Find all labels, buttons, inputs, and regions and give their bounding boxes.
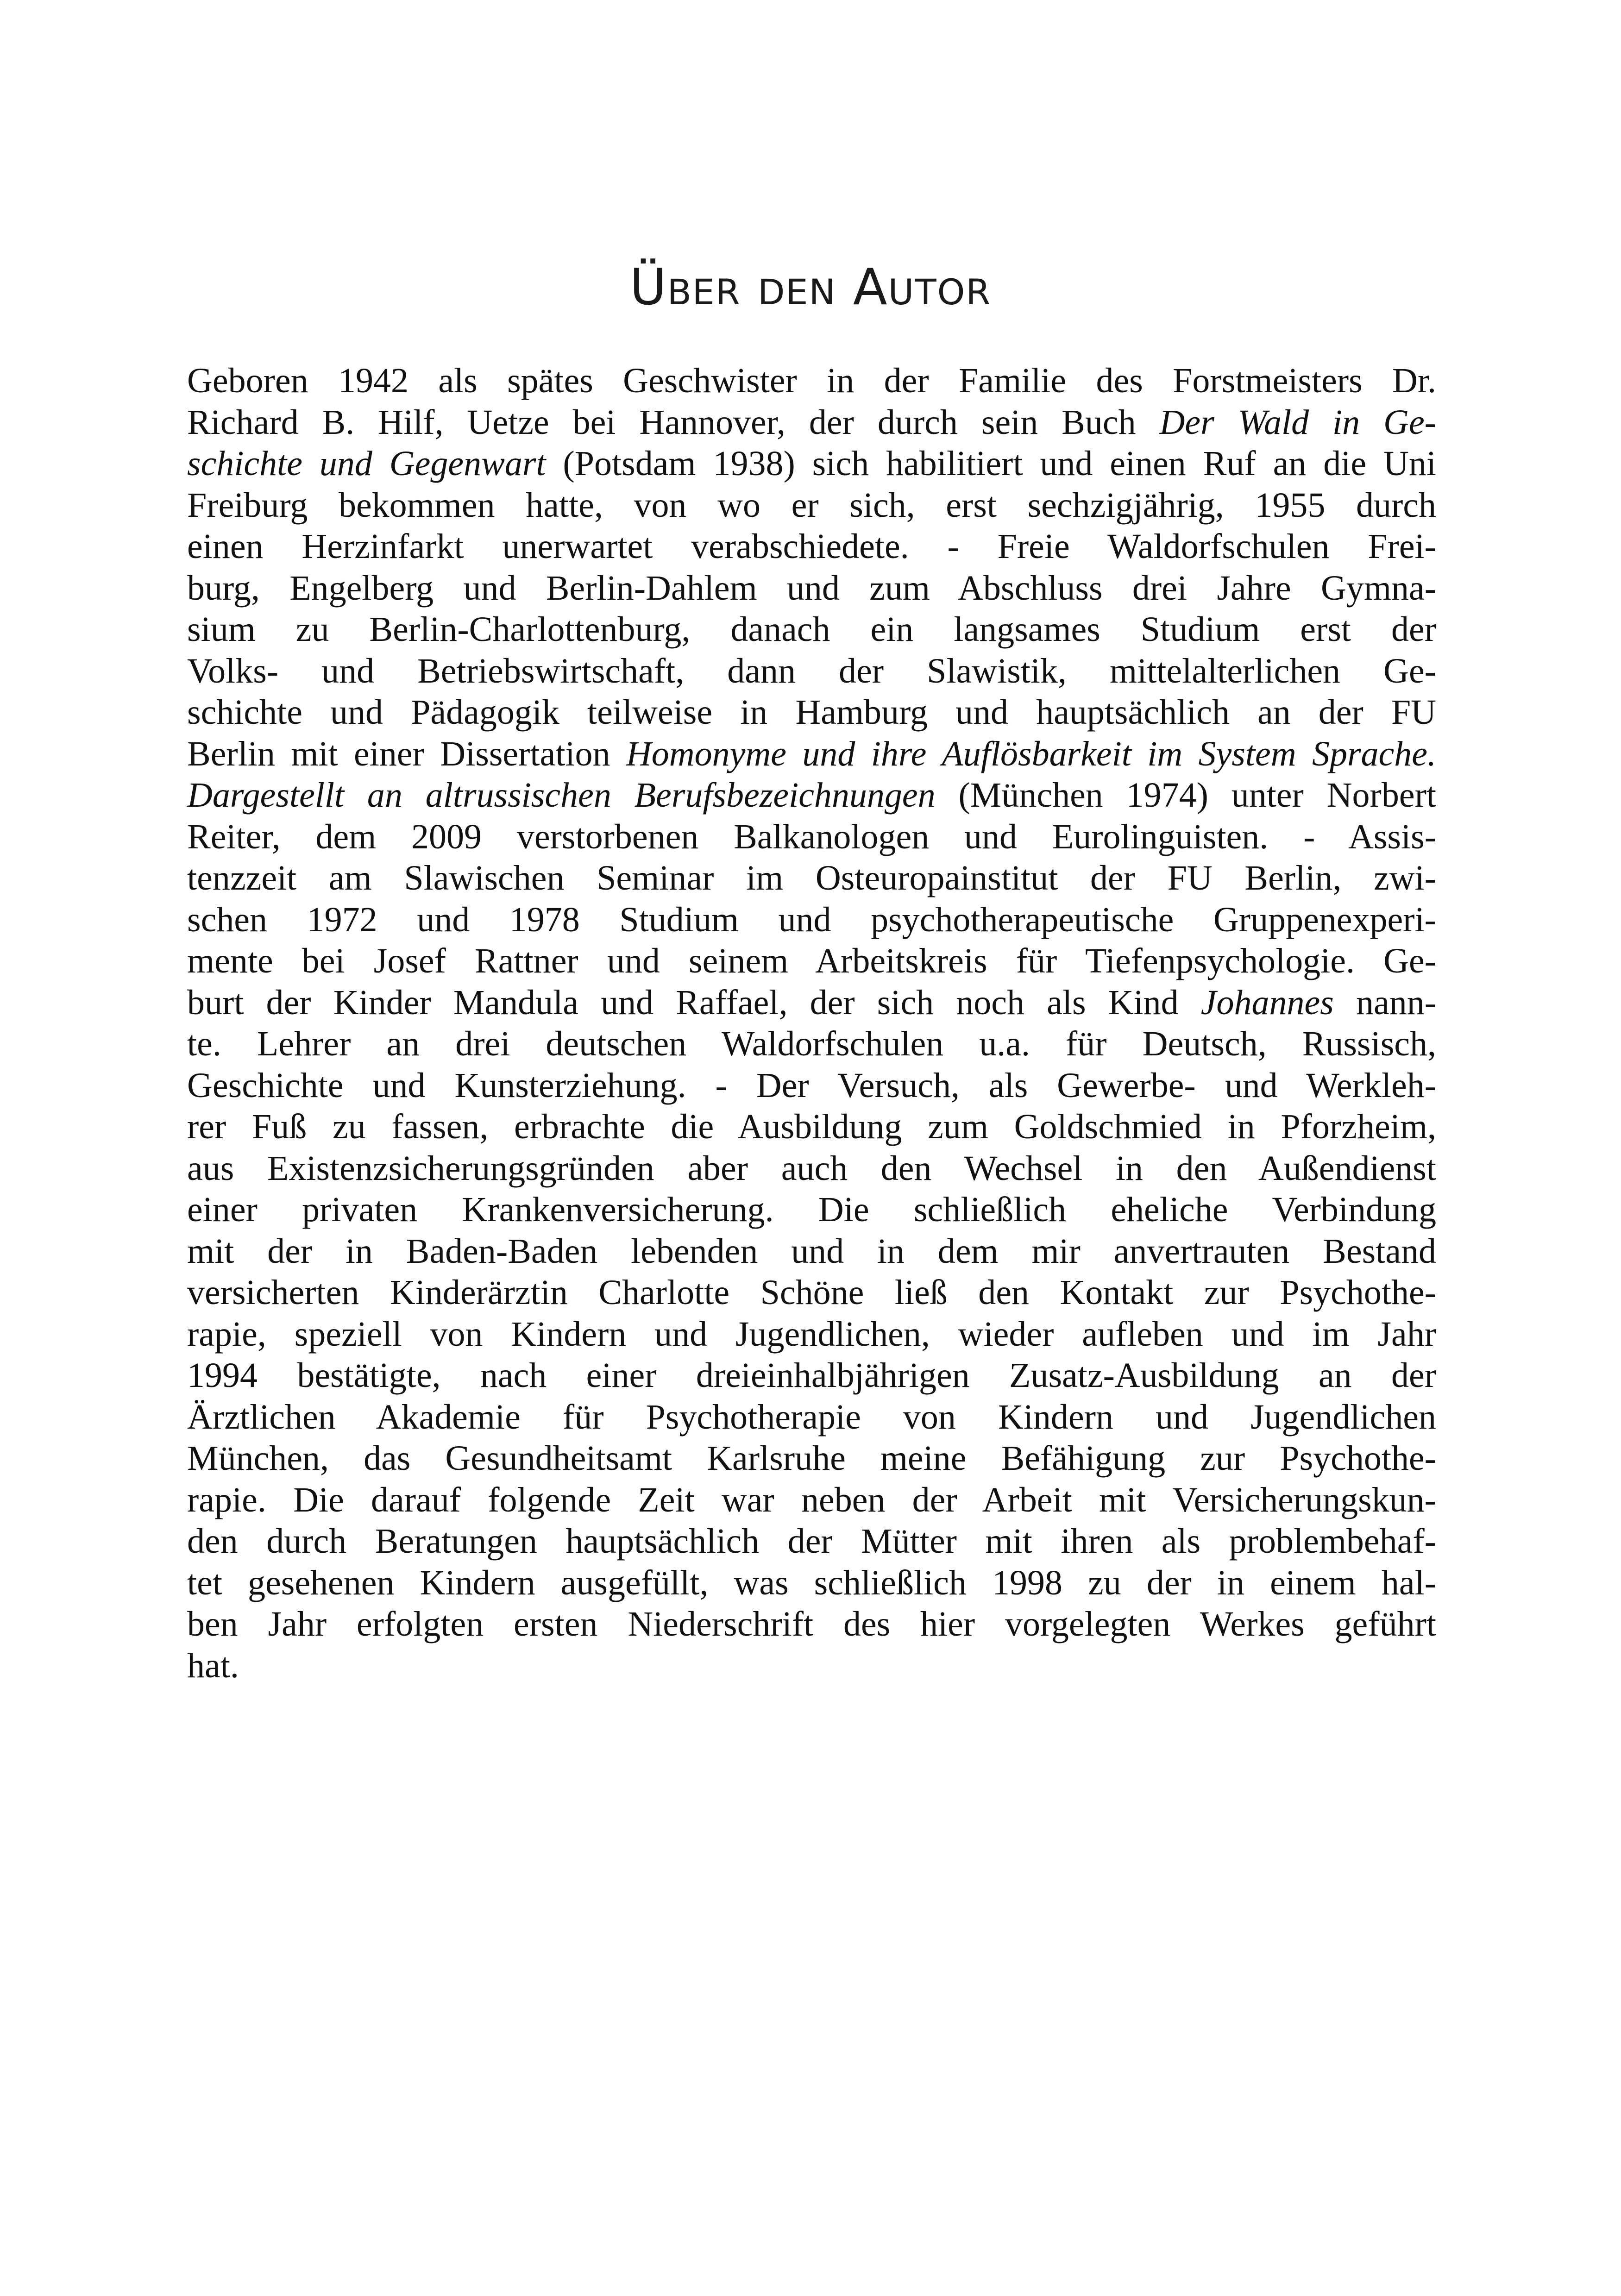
text-line [187,816,1436,858]
text-line [187,651,1436,692]
text-line [187,1065,1436,1107]
text-line [187,526,1436,568]
text-line-content [187,858,1436,899]
text-segment: Ärztlichen Akademie für Psychotherapie von Kindern und Jugendlichen [187,1397,1436,1437]
text-line-content [187,941,1436,982]
text-line-content [187,526,1436,568]
text-segment: te. Lehrer an drei deutschen Waldorfschulen u.a. für Deutsch, Russisch, [187,1024,1436,1063]
text-segment: tenzzeit am Slawischen Seminar im Osteuropainstitut der FU Berlin, zwi- [187,859,1436,897]
text-line-content [187,1604,1436,1645]
text-segment: rer Fuß zu fassen, erbrachte die Ausbildung zum Goldschmied in Pforzheim, [187,1107,1436,1146]
text-line-content [187,1397,1436,1438]
text-line [187,402,1436,444]
text-line [187,360,1436,402]
text-line [187,1438,1436,1480]
text-line [187,899,1436,941]
text-segment: Freiburg bekommen hatte, von wo er sich, erst sechzigjährig, 1955 durch [187,485,1436,525]
text-line [187,1231,1436,1273]
text-line-content [187,982,1436,1024]
text-line [187,1148,1436,1190]
text-line [187,858,1436,899]
text-line [187,1106,1436,1148]
text-line-content [187,402,1436,444]
text-line-content [187,1438,1436,1480]
italic-title-segment: Johannes [1200,983,1334,1022]
text-line-content [187,568,1436,609]
text-line-content [187,485,1436,527]
text-line-content [187,692,1436,734]
text-line-content [187,360,1436,402]
text-line [187,692,1436,734]
text-line [187,1272,1436,1314]
text-line [187,443,1436,485]
text-segment: aus Existenzsicherungsgründen aber auch den Wechsel in den Außendienst [187,1148,1436,1188]
text-segment: ben Jahr erfolgten ersten Niederschrift des hier vorgelegten Werkes geführt [187,1605,1436,1644]
text-line-content [187,1355,1436,1397]
text-line [187,1397,1436,1438]
text-segment: Berlin mit einer Dissertation [187,734,626,773]
text-segment: sium zu Berlin-Charlottenburg, danach ein langsames Studium erst der [187,610,1436,649]
text-line-content [187,899,1436,941]
text-line [187,1023,1436,1065]
text-segment: versicherten Kinderärztin Charlotte Schöne ließ den Kontakt zur Psychothe- [187,1273,1436,1312]
text-line [187,1355,1436,1397]
text-segment: Volks- und Betriebswirtschaft, dann der Slawistik, mittelalterlichen Ge- [187,651,1436,690]
text-line-content [187,609,1436,651]
text-line-content [187,1480,1436,1521]
text-line [187,1604,1436,1645]
text-segment: Geboren 1942 als spätes Geschwister in der Familie des Forstmeisters Dr. [187,361,1436,400]
page-title: Über den Autor [629,258,992,316]
text-line [187,1189,1436,1231]
text-line-content [187,651,1436,692]
text-line [187,775,1436,816]
text-segment: 1994 bestätigte, nach einer dreieinhalbjährigen Zusatz-Ausbildung an der [187,1356,1436,1395]
text-line-content [187,734,1436,775]
text-segment: tet gesehenen Kindern ausgefüllt, was schließlich 1998 zu der in einem hal- [187,1563,1436,1602]
text-segment: Reiter, dem 2009 verstorbenen Balkanologen und Eurolinguisten. - Assis- [187,817,1436,856]
text-line-content [187,1106,1436,1148]
text-line-content [187,1189,1436,1231]
text-line [187,734,1436,775]
text-line-content [187,1023,1436,1065]
text-line [187,485,1436,527]
text-line [187,941,1436,982]
italic-title-segment: Homonyme und ihre Auflösbarkeit im System Sprache. [626,734,1436,773]
text-line-content [187,1562,1436,1604]
text-line [187,1521,1436,1562]
text-line [187,982,1436,1024]
text-segment: München, das Gesundheitsamt Karlsruhe meine Befähigung zur Psychothe- [187,1439,1436,1478]
text-segment: mit der in Baden-Baden lebenden und in dem mir anvertrauten Bestand [187,1231,1436,1271]
text-line [187,568,1436,609]
text-segment: burg, Engelberg und Berlin-Dahlem und zum Abschluss drei Jahre Gymna- [187,568,1436,608]
text-line-content [187,816,1436,858]
text-segment: schichte und Pädagogik teilweise in Hamburg und hauptsächlich an der FU [187,693,1436,732]
text-line-content [187,1065,1436,1107]
text-line [187,1645,1436,1687]
text-line-content [187,1521,1436,1562]
text-line-content [187,1272,1436,1314]
text-line-content [187,775,1436,816]
text-segment: (München 1974) unter Norbert [935,776,1436,815]
italic-title-segment: Der Wald in Ge- [1159,402,1436,442]
text-line [187,1562,1436,1604]
text-segment: Richard B. Hilf, Uetze bei Hannover, der durch sein Buch [187,402,1160,442]
italic-title-segment: Dargestellt an altrussischen Berufsbezeichnungen [187,776,936,815]
text-segment: mente bei Josef Rattner und seinem Arbeitskreis für Tiefenpsychologie. Ge- [187,941,1436,980]
text-segment: nann- [1333,983,1436,1022]
text-line [187,1314,1436,1355]
text-segment: schen 1972 und 1978 Studium und psychotherapeutische Gruppenexperi- [187,900,1436,939]
text-segment: hat. [187,1646,239,1685]
text-segment: rapie, speziell von Kindern und Jugendlichen, wieder aufleben und im Jahr [187,1314,1436,1354]
text-line-content [187,1645,239,1687]
text-line-content [187,443,1436,485]
text-line-content [187,1314,1436,1355]
text-line [187,1480,1436,1521]
text-line-content [187,1231,1436,1273]
text-segment: Geschichte und Kunsterziehung. - Der Versuch, als Gewerbe- und Werkleh- [187,1066,1436,1105]
text-segment: einen Herzinfarkt unerwartet verabschiedete. - Freie Waldorfschulen Frei- [187,527,1436,566]
text-segment: den durch Beratungen hauptsächlich der Mütter mit ihren als problembehaf- [187,1522,1436,1561]
text-segment: einer privaten Krankenversicherung. Die schließlich eheliche Verbindung [187,1190,1436,1229]
text-segment: rapie. Die darauf folgende Zeit war neben der Arbeit mit Versicherungskun- [187,1480,1436,1519]
author-biography [187,360,1436,1687]
text-line-content [187,1148,1436,1190]
italic-title-segment: schichte und Gegenwart [187,444,546,483]
text-line [187,609,1436,651]
text-segment: burt der Kinder Mandula und Raffael, der sich noch als Kind [187,983,1201,1022]
text-segment: (Potsdam 1938) sich habilitiert und einen Ruf an die Uni [546,444,1436,483]
